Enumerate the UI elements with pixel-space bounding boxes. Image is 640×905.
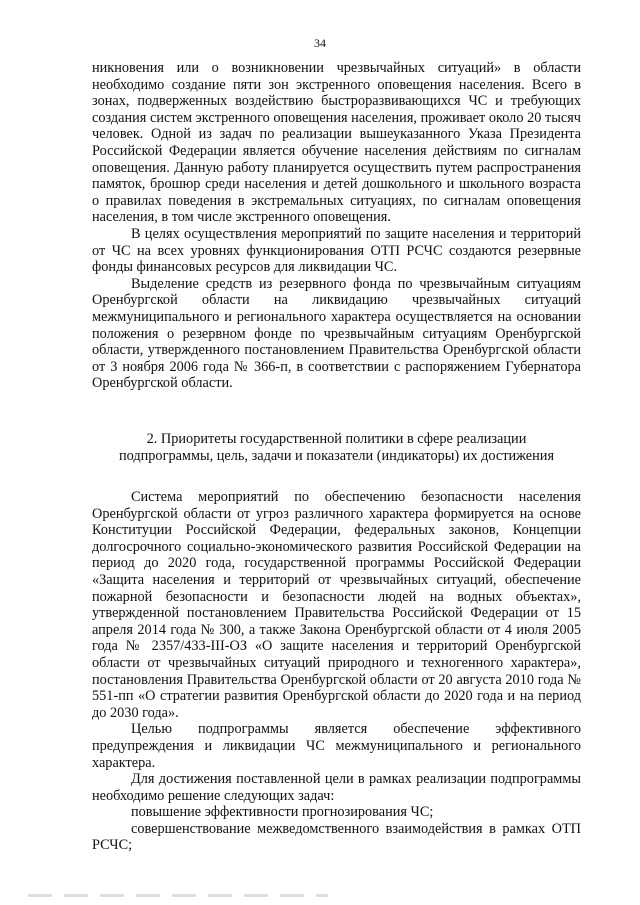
task-item-forecasting: повышение эффективности прогнозирования ЧС; [131, 804, 434, 821]
page-number: 34 [314, 36, 326, 50]
paragraph-goal: Целью подпрограммы является обеспечение эффективного предупреждения и ликвидации ЧС межмуниципального и регионального характера. [92, 721, 581, 771]
section-heading-line-1: 2. Приоритеты государственной политики в сфере реализации [146, 431, 527, 447]
paragraph-continuation: никновения или о возникновении чрезвычайных ситуаций» в области необходимо создание пяти зон экстренного оповещения населения. Всего в зонах, подверженных воздействию быстроразвивающихся ЧС и требующих создания систем экстренного оповещения населения, проживает около 20 тысяч человек. Одной из задач по реализации вышеуказанного Указа Президента Российской Федерации является обучение населения действиям по сигналам оповещения. Данную работу планируется осуществить путем распространения памяток, брошюр среди населения и детей дошкольного и школьного возраста о правилах поведения в экстремальных ситуациях, по сигналам оповещения населения, в том числе экстренного оповещения. [92, 60, 581, 226]
body-text-bottom [92, 489, 581, 854]
paragraph-reserve-funds: В целях осуществления мероприятий по защите населения и территорий от ЧС на всех уровнях функционирования ОТП РСЧС создаются резервные фонды финансовых ресурсов для ликвидации ЧС. [92, 225, 581, 276]
section-heading [92, 431, 581, 465]
paragraph-legal-basis: Система мероприятий по обеспечению безопасности населения Оренбургской области от угроз различного характера формируется на основе Конституции Российской Федерации, федеральных законов, Концепции долгосрочного социально-экономического развития Российской Федерации на период до 2020 года, государственной программы Российской Федерации «Защита населения и территорий от чрезвычайных ситуаций, обеспечение пожарной безопасности и безопасности людей на водных объектах», утвержденной постановлением Правительства Российской Федерации от 15 апреля 2014 года № 300, а также Закона Оренбургской области от 4 июля 2005 года № 2357/433-III-ОЗ «О защите населения и территорий Оренбургской области от чрезвычайных ситуаций природного и техногенного характера», постановления Правительства Оренбургской области от 20 августа 2010 года № 551-пп «О стратегии развития Оренбургской области до 2020 года и на период до 2030 года». [92, 489, 581, 721]
task-item-interaction: совершенствование межведомственного взаимодействия в рамках ОТП РСЧС; [92, 820, 581, 854]
section-heading-line-2: подпрограммы, цель, задачи и показатели (индикаторы) их достижения [118, 448, 555, 464]
body-text-top [92, 60, 581, 392]
scan-artifact-footer [28, 894, 328, 897]
paragraph-tasks-intro: Для достижения поставленной цели в рамках реализации подпрограммы необходимо решение следующих задач: [92, 771, 581, 804]
paragraph-reserve-fund-allocation: Выделение средств из резервного фонда по чрезвычайным ситуациям Оренбургской области на ликвидацию чрезвычайных ситуаций межмуниципального и регионального характера осуществляется на основании положения о резервном фонде по чрезвычайным ситуациям Оренбургской области, утвержденного постановлением Правительства Оренбургской области от 3 ноября 2006 года № 366-п, в соответствии с распоряжением Губернатора Оренбургской области. [92, 275, 581, 392]
